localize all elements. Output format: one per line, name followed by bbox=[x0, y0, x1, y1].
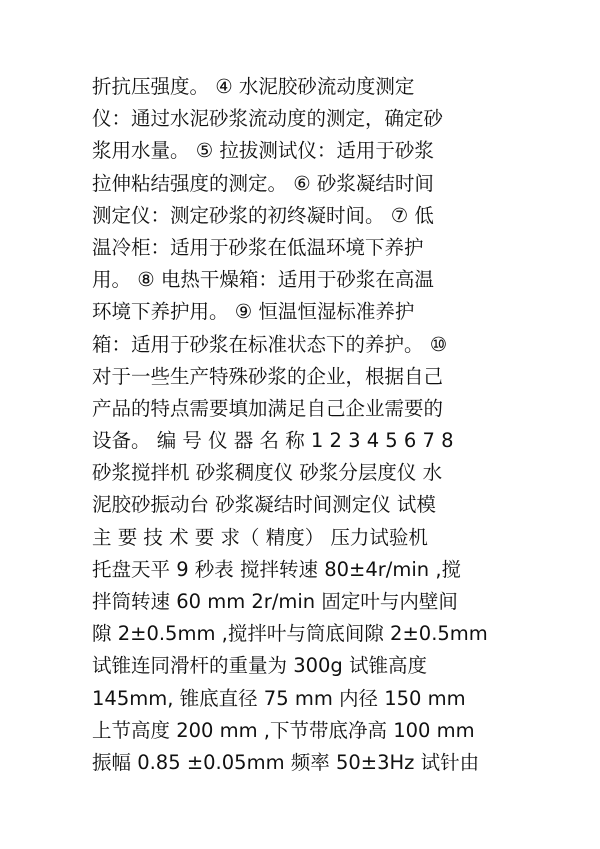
text-line-3: 浆用水量。 ⑤ 拉拔测试仪：适用于砂浆 bbox=[92, 139, 434, 163]
text-line-17: 拌筒转速 60 mm 2r/min 固定叶与内壁间 bbox=[92, 590, 458, 613]
document-body bbox=[92, 73, 512, 781]
text-line-12: 设备。 编 号 仪 器 名 称 1 2 3 4 5 6 7 8 bbox=[92, 429, 454, 453]
text-line-20: 145mm, 锥底直径 75 mm 内径 150 mm bbox=[92, 686, 466, 710]
text-line-1: 折抗压强度。 ④ 水泥胶砂流动度测定 bbox=[92, 75, 415, 98]
text-line-22: 振幅 0.85 ±0.05mm 频率 50±3Hz 试针由 bbox=[92, 750, 480, 774]
text-line-11: 产品的特点需要填加满足自己企业需要的 bbox=[92, 396, 444, 420]
text-line-14: 泥胶砂振动台 砂浆凝结时间测定仪 试模 bbox=[92, 493, 436, 517]
text-line-15: 主 要 技 术 要 求（ 精度） 压力试验机 bbox=[92, 525, 428, 549]
text-line-18: 隙 2±0.5mm ,搅拌叶与筒底间隙 2±0.5mm bbox=[92, 622, 488, 646]
text-line-5: 测定仪：测定砂浆的初终凝时间。 ⑦ 低 bbox=[92, 203, 434, 227]
text-line-16: 托盘天平 9 秒表 搅拌转速 80±4r/min ,搅 bbox=[92, 557, 462, 581]
text-line-7: 用。 ⑧ 电热干燥箱：适用于砂浆在高温 bbox=[92, 268, 434, 292]
text-line-10: 对于一些生产特殊砂浆的企业，根据自己 bbox=[92, 364, 444, 388]
text-line-2: 仪：通过水泥砂浆流动度的测定，确定砂 bbox=[92, 107, 444, 131]
text-line-9: 箱：适用于砂浆在标准状态下的养护。 ⑩ bbox=[92, 332, 448, 356]
text-line-8: 环境下养护用。 ⑨ 恒温恒湿标准养护 bbox=[92, 300, 415, 324]
text-line-6: 温冷柜：适用于砂浆在低温环境下养护 bbox=[92, 235, 424, 259]
text-line-19: 试锥连同滑杆的重量为 300g 试锥高度 bbox=[92, 654, 427, 678]
text-line-13: 砂浆搅拌机 砂浆稠度仪 砂浆分层度仪 水 bbox=[92, 461, 443, 485]
text-line-21: 上节高度 200 mm ,下节带底净高 100 mm bbox=[92, 718, 475, 742]
text-line-4: 拉伸粘结强度的测定。 ⑥ 砂浆凝结时间 bbox=[92, 171, 434, 195]
